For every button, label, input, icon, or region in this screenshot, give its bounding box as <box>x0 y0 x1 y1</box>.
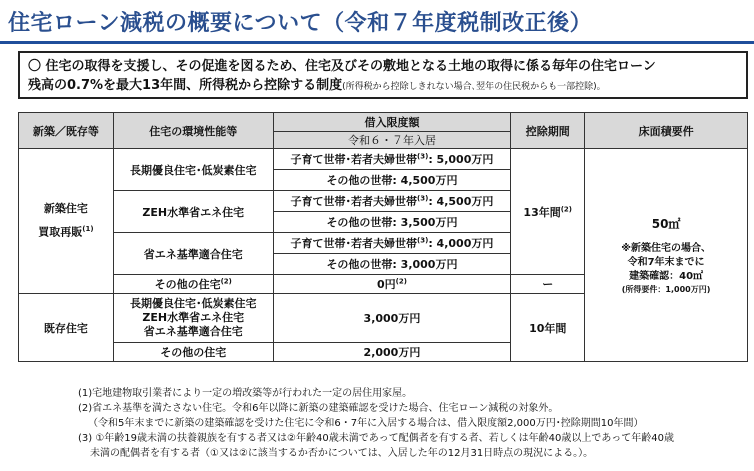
limit-zeh-b: その他の世帯: 3,500万円 <box>273 212 511 233</box>
perf-energy: 省エネ基準適合住宅 <box>113 233 273 275</box>
category-new <box>19 149 114 294</box>
perf-existing-other: その他の住宅 <box>113 343 273 362</box>
summary-line-2-main: 残高の0.7%を最大13年間、所得税から控除する制度 <box>28 78 343 93</box>
limit-zeh-a-value: : 4,500万円 <box>428 195 494 208</box>
limit-long-term-a-value: : 5,000万円 <box>428 153 494 166</box>
limit-energy-a-label: 子育て世帯･若者夫婦世帯 <box>290 237 418 250</box>
category-new-line2-text: 買取再販 <box>38 225 83 239</box>
limit-other-new-sup: (2) <box>395 277 407 286</box>
title-underline <box>0 41 754 44</box>
limit-other-new <box>273 275 511 294</box>
perf-existing <box>113 294 273 343</box>
floor-note-3: 建築確認：40㎡ <box>629 271 704 282</box>
limit-existing-2: 2,000万円 <box>273 343 511 362</box>
header-limit-sub: 令和６・７年入居 <box>273 132 511 149</box>
limit-long-term-a <box>273 149 511 170</box>
header-floor: 床面積要件 <box>585 113 748 149</box>
perf-other-new <box>113 275 273 294</box>
category-existing: 既存住宅 <box>19 294 114 362</box>
floor-note-2: 令和7年末までに <box>627 257 705 268</box>
footnote-3: (3) ①年齢19歳未満の扶養親族を有する者又は②年齢40歳未満であって配偶者を有する者、若しくは年齢40歳以上であって年齢40歳 <box>78 433 674 444</box>
perf-existing-2: ZEH水準省エネ住宅 <box>142 311 245 324</box>
header-period: 控除期間 <box>511 113 585 149</box>
header-limit: 借入限度額 <box>273 113 511 132</box>
period-new-sup: (2) <box>560 204 573 213</box>
summary-line-1: 〇 住宅の取得を支援し、その促進を図るため、住宅及びその敷地となる土地の取得に係る毎年の住宅ローン <box>28 59 656 74</box>
floor-note-4: (所得要件：1,000万円) <box>621 285 711 294</box>
perf-other-new-text: その他の住宅 <box>154 278 221 291</box>
limit-energy-a <box>273 233 511 254</box>
limit-long-term-a-sup: (3) <box>417 152 429 161</box>
floor-main: 50㎡ <box>651 217 681 231</box>
category-new-line1: 新築住宅 <box>43 202 88 216</box>
footnotes <box>78 386 674 461</box>
category-new-line2 <box>19 219 113 243</box>
summary-line-2-small: (所得税から控除しきれない場合､翌年の住民税からも一部控除)。 <box>342 82 606 92</box>
footnote-1: (1)宅地建物取引業者により一定の増改築等が行われた一定の居住用家屋。 <box>78 388 413 399</box>
period-existing: 10年間 <box>511 294 585 362</box>
footnote-2b: （令和5年末までに新築の建築確認を受けた住宅に令和6・7年に入居する場合は、借入限度額2,000万円･控除期間10年間） <box>88 418 644 429</box>
period-new <box>511 149 585 275</box>
footnote-3b: 未満の配偶者を有する者（①又は②に該当するか否かについては、入居した年の12月31日時点の現況による。）。 <box>90 448 594 459</box>
perf-zeh: ZEH水準省エネ住宅 <box>113 191 273 233</box>
page-title: 住宅ローン減税の概要について（令和７年度税制改正後） <box>8 11 593 36</box>
perf-existing-1: 長期優良住宅･低炭素住宅 <box>129 297 257 310</box>
category-new-sup: (1) <box>82 225 94 234</box>
limit-energy-a-sup: (3) <box>417 236 429 245</box>
limit-long-term-b: その他の世帯: 4,500万円 <box>273 170 511 191</box>
limit-zeh-a-label: 子育て世帯･若者夫婦世帯 <box>290 195 418 208</box>
perf-existing-3: 省エネ基準適合住宅 <box>143 325 243 338</box>
limit-long-term-a-label: 子育て世帯･若者夫婦世帯 <box>290 153 418 166</box>
loan-table <box>18 112 748 362</box>
limit-other-new-text: 0円 <box>376 278 396 291</box>
summary-line-2 <box>28 76 738 97</box>
limit-energy-a-value: : 4,000万円 <box>428 237 494 250</box>
summary-box <box>18 51 748 99</box>
period-other-new: ー <box>511 275 585 294</box>
limit-energy-b: その他の世帯: 3,000万円 <box>273 254 511 275</box>
perf-other-new-sup: (2) <box>220 277 232 286</box>
limit-zeh-a <box>273 191 511 212</box>
limit-existing-1: 3,000万円 <box>273 294 511 343</box>
floor-note-1: ※新築住宅の場合、 <box>621 243 711 254</box>
header-category: 新築／既存等 <box>19 113 114 149</box>
limit-zeh-a-sup: (3) <box>417 194 429 203</box>
perf-long-term: 長期優良住宅･低炭素住宅 <box>113 149 273 191</box>
footnote-2: (2)省エネ基準を満たさない住宅。令和6年以降に新築の建築確認を受けた場合、住宅ローン減税の対象外。 <box>78 403 559 414</box>
period-new-text: 13年間 <box>523 205 561 219</box>
floor-requirement <box>585 149 748 362</box>
header-performance: 住宅の環境性能等 <box>113 113 273 149</box>
